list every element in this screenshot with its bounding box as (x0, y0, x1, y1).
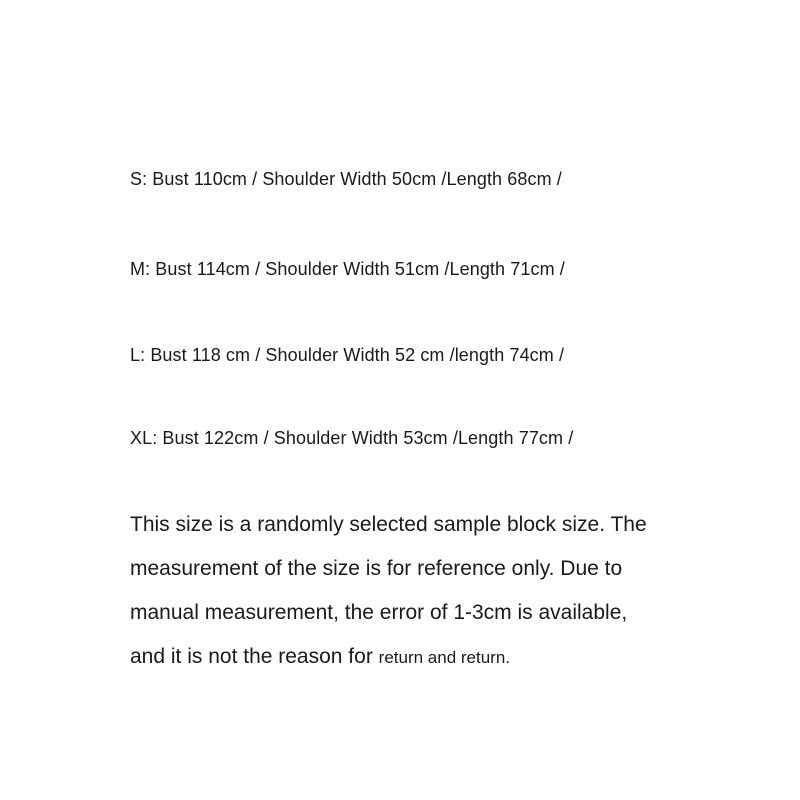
note-line-4-main: and it is not the reason for (130, 645, 379, 668)
size-l-line: L: Bust 118 cm / Shoulder Width 52 cm /length 74cm / (130, 345, 565, 365)
size-s-line: S: Bust 110cm / Shoulder Width 50cm /Length 68cm / (130, 169, 562, 189)
note-line-2: measurement of the size is for reference only. Due to (130, 557, 623, 580)
note-line-1: This size is a randomly selected sample block size. The (130, 513, 647, 536)
note-line-4-small: return and return. (378, 648, 511, 667)
size-m-line: M: Bust 114cm / Shoulder Width 51cm /Length 71cm / (130, 259, 565, 279)
note-line-3: manual measurement, the error of 1-3cm is available, (130, 601, 628, 624)
note-line-4 (130, 644, 510, 671)
size-xl-line: XL: Bust 122cm / Shoulder Width 53cm /Length 77cm / (130, 428, 574, 448)
